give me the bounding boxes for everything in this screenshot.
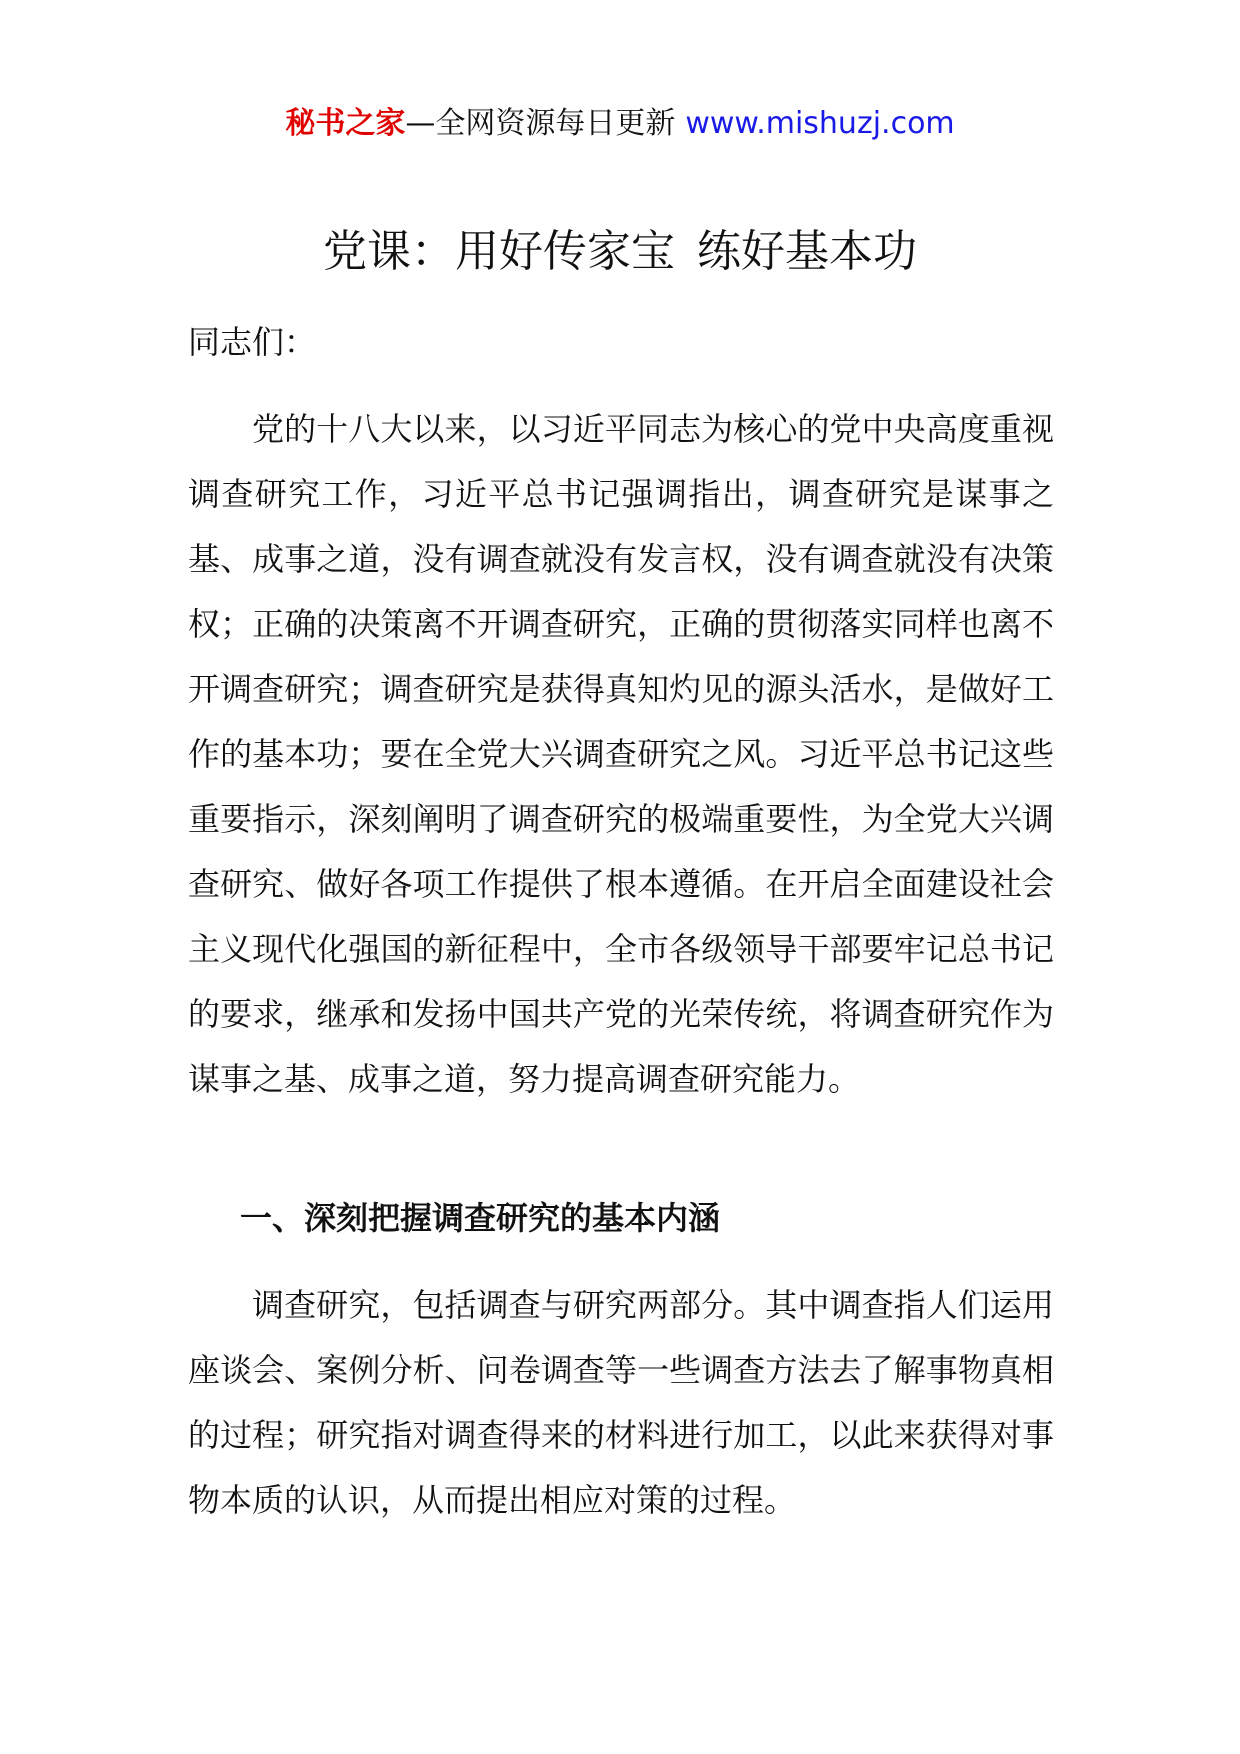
title-part-2: 练好基本功: [697, 226, 917, 277]
section-heading: 一、深刻把握调查研究的基本内涵: [240, 1199, 721, 1237]
site-brand: 秘书之家: [285, 106, 406, 141]
document-title: [0, 222, 1240, 282]
title-part-1: 党课：用好传家宝: [323, 226, 675, 277]
site-tagline: —全网资源每日更新: [405, 106, 676, 141]
body-paragraph-2: 调查研究，包括调查与研究两部分。其中调查指人们运用座谈会、案例分析、问卷调查等一些调查方法去了解事物真相的过程；研究指对调查得来的材料进行加工，以此来获得对事物本质的认识，从而提出相应对策的过程。: [188, 1286, 1054, 1519]
body-paragraph-1: 党的十八大以来，以习近平同志为核心的党中央高度重视调查研究工作，习近平总书记强调指出，调查研究是谋事之基、成事之道，没有调查就没有发言权，没有调查就没有决策权；正确的决策离不开调查研究，正确的贯彻落实同样也离不开调查研究；调查研究是获得真知灼见的源头活水，是做好工作的基本功；要在全党大兴调查研究之风。习近平总书记这些重要指示，深刻阐明了调查研究的极端重要性，为全党大兴调查研究、做好各项工作提供了根本遵循。在开启全面建设社会主义现代化强国的新征程中，全市各级领导干部要牢记总书记的要求，继承和发扬中国共产党的光荣传统，将调查研究作为谋事之基、成事之道，努力提高调查研究能力。: [188, 410, 1054, 1098]
salutation: 同志们：: [188, 323, 317, 361]
site-url-link[interactable]: www.mishuzj.com: [685, 106, 955, 141]
site-header: [0, 100, 1240, 148]
